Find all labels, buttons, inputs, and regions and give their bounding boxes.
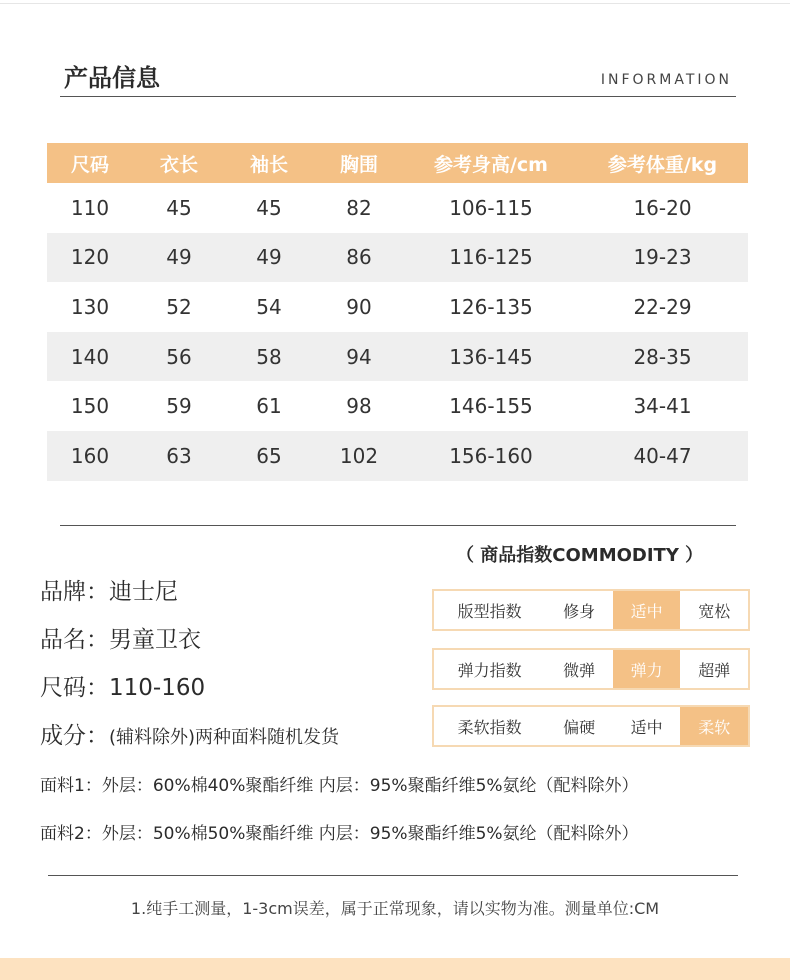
table-row bbox=[47, 431, 748, 481]
table-cell: 45 bbox=[166, 195, 192, 220]
index-label: 版型指数 bbox=[457, 601, 522, 621]
table-cell: 110 bbox=[70, 195, 110, 220]
table-cell: 52 bbox=[166, 294, 192, 319]
commodity-index-title: （ 商品指数COMMODITY ） bbox=[456, 545, 704, 566]
index-option: 宽松 bbox=[698, 601, 731, 621]
footer-divider bbox=[48, 875, 738, 876]
table-cell: 63 bbox=[133, 431, 225, 481]
column-header: 尺码 bbox=[47, 143, 133, 183]
table-row bbox=[47, 282, 748, 332]
table-cell: 136-145 bbox=[405, 332, 577, 382]
table-row bbox=[47, 233, 748, 283]
table-cell: 45 bbox=[256, 195, 282, 220]
column-header: 参考体重/kg bbox=[577, 143, 748, 183]
column-header: 胸围 bbox=[313, 143, 405, 183]
composition-info bbox=[40, 717, 339, 750]
table-cell: 82 bbox=[346, 195, 372, 220]
composition-label: 成分： bbox=[40, 723, 109, 749]
table-cell: 61 bbox=[256, 394, 282, 419]
product-name-info: 品名：男童卫衣 bbox=[40, 627, 201, 653]
index-option: 修身 bbox=[563, 601, 596, 621]
table-cell: 146-155 bbox=[449, 394, 533, 419]
table-cell: 58 bbox=[225, 332, 313, 382]
size-range-info: 尺码：110-160 bbox=[40, 675, 206, 701]
top-divider bbox=[0, 3, 790, 4]
table-cell: 98 bbox=[346, 394, 372, 419]
table-cell: 86 bbox=[313, 233, 405, 283]
table-cell: 120 bbox=[47, 233, 133, 283]
table-cell: 28-35 bbox=[577, 332, 748, 382]
table-cell: 34-41 bbox=[633, 394, 692, 419]
index-option: 微弹 bbox=[563, 660, 596, 680]
table-cell: 140 bbox=[47, 332, 133, 382]
index-option-selected: 适中 bbox=[613, 591, 681, 629]
table-cell: 54 bbox=[256, 294, 282, 319]
table-cell: 65 bbox=[225, 431, 313, 481]
index-option-selected: 弹力 bbox=[613, 650, 681, 688]
table-cell: 150 bbox=[70, 394, 110, 419]
index-label: 弹力指数 bbox=[457, 660, 522, 680]
index-option: 适中 bbox=[630, 717, 663, 737]
column-header: 衣长 bbox=[133, 143, 225, 183]
page-subtitle: INFORMATION bbox=[600, 72, 732, 88]
table-cell: 40-47 bbox=[577, 431, 748, 481]
table-row bbox=[47, 381, 748, 431]
table-cell: 94 bbox=[313, 332, 405, 382]
table-cell: 90 bbox=[346, 294, 372, 319]
title-divider bbox=[60, 96, 736, 97]
brand-info: 品牌：迪士尼 bbox=[40, 579, 178, 605]
fit-index-row bbox=[432, 589, 750, 631]
index-option: 超弹 bbox=[698, 660, 731, 680]
table-cell: 49 bbox=[225, 233, 313, 283]
index-option-selected: 柔软 bbox=[680, 707, 748, 745]
table-cell: 102 bbox=[313, 431, 405, 481]
fabric-2-info: 面料2：外层：50%棉50%聚酯纤维 内层：95%聚酯纤维5%氨纶（配料除外） bbox=[40, 824, 639, 844]
table-cell: 126-135 bbox=[449, 294, 533, 319]
section-divider bbox=[60, 525, 736, 526]
size-chart-table bbox=[47, 143, 748, 481]
table-cell: 160 bbox=[47, 431, 133, 481]
elasticity-index-row bbox=[432, 648, 750, 690]
table-cell: 106-115 bbox=[449, 195, 533, 220]
table-cell: 130 bbox=[70, 294, 110, 319]
table-cell: 59 bbox=[166, 394, 192, 419]
composition-note: (辅料除外)两种面料随机发货 bbox=[109, 727, 340, 748]
table-cell: 49 bbox=[133, 233, 225, 283]
table-row bbox=[47, 332, 748, 382]
table-cell: 19-23 bbox=[577, 233, 748, 283]
table-cell: 156-160 bbox=[405, 431, 577, 481]
softness-index-row bbox=[432, 705, 750, 747]
fabric-1-info: 面料1：外层：60%棉40%聚酯纤维 内层：95%聚酯纤维5%氨纶（配料除外） bbox=[40, 776, 639, 796]
index-label: 柔软指数 bbox=[457, 717, 522, 737]
column-header: 袖长 bbox=[225, 143, 313, 183]
index-option: 偏硬 bbox=[563, 717, 596, 737]
table-row bbox=[47, 183, 748, 233]
table-cell: 22-29 bbox=[633, 294, 692, 319]
table-cell: 56 bbox=[133, 332, 225, 382]
page-title: 产品信息 bbox=[64, 64, 160, 92]
table-cell: 16-20 bbox=[633, 195, 692, 220]
table-cell: 116-125 bbox=[405, 233, 577, 283]
column-header: 参考身高/cm bbox=[405, 143, 577, 183]
measurement-note: 1.纯手工测量，1-3cm误差，属于正常现象，请以实物为准。测量单位:CM bbox=[130, 899, 660, 918]
table-header-row bbox=[47, 143, 748, 183]
bottom-color-band bbox=[0, 958, 790, 980]
